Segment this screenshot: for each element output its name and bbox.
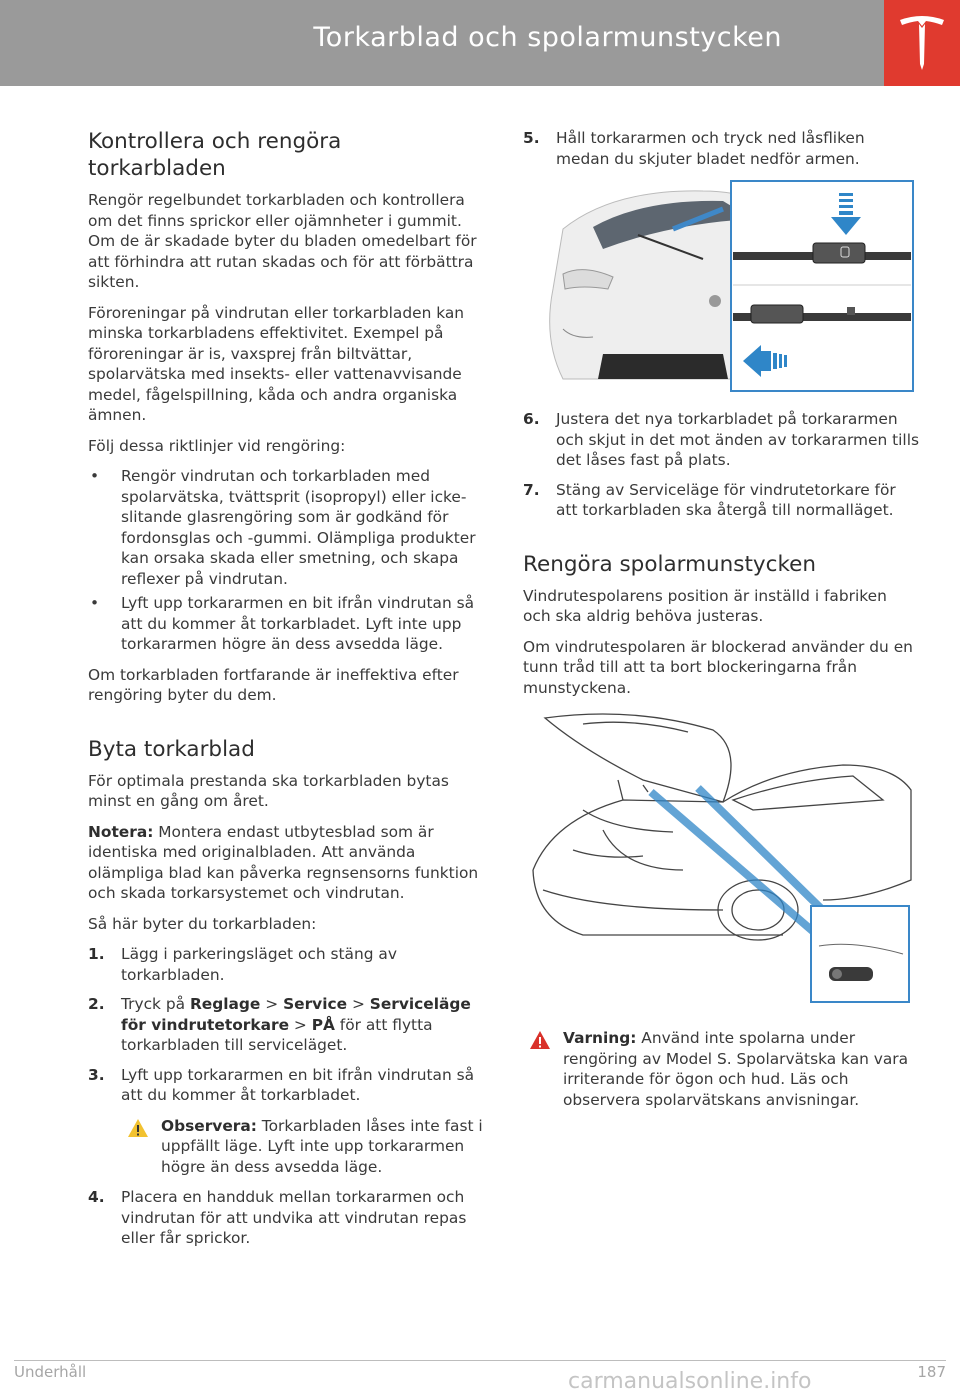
step-text: Placera en handduk mellan torkararmen och vindrutan för att undvika att vindrutan repas eller får sprickor. (121, 1188, 467, 1247)
wiper-blade-figure (523, 179, 915, 393)
page-number: 187 (917, 1363, 946, 1381)
step-text: Stäng av Serviceläge för vindrutetorkare för att torkarbladen ska återgå till normalläget. (556, 480, 896, 519)
bullet-list (88, 466, 484, 655)
step-item (88, 994, 484, 1056)
note-text: Montera endast utbytesblad som är identiska med originalbladen. Att använda olämpliga blad kan påverka regnsensorns funktion och skada torkarsystemet och vindrutan. (88, 822, 479, 902)
section-heading-replace: Byta torkarblad (88, 736, 255, 762)
caution-triangle-icon (127, 1118, 149, 1138)
section-heading-nozzles: Rengöra spolarmunstycken (523, 551, 817, 577)
washer-nozzle-figure (523, 710, 915, 1010)
list-item (88, 466, 484, 589)
left-column (88, 128, 484, 1259)
step-item (523, 480, 919, 521)
steps-list-right (523, 128, 919, 169)
path-separator: > (289, 1015, 312, 1034)
step-item (523, 128, 919, 169)
warning-callout (523, 1028, 919, 1110)
step-text-post: för att flytta torkarbladen till serviceläget. (121, 1015, 433, 1054)
brand-logo-box (884, 0, 960, 86)
paragraph: Så här byter du torkarbladen: (88, 914, 317, 933)
caution-text: Torkarbladen låses inte fast i uppfällt läge. Lyft inte upp torkararmen högre än dess avsedda läge. (161, 1116, 483, 1176)
right-column (523, 128, 919, 1120)
page-title: Torkarblad och spolarmunstycken (313, 22, 782, 53)
note-label: Notera: (88, 822, 154, 841)
step-number: 6. (523, 410, 540, 428)
step-number: 2. (88, 995, 105, 1013)
steps-list (88, 944, 484, 1106)
watermark: carmanualsonline.info (568, 1369, 812, 1394)
section-heading-inspect: Kontrollera och rengöra torkarbladen (88, 129, 342, 181)
footer-section-name: Underhåll (14, 1363, 87, 1381)
step-text: Justera det nya torkarbladet på torkararmen och skjut in det mot änden av torkararmen tills det låses fast på plats. (556, 410, 919, 469)
menu-path-wiper-service-mode: Serviceläge för vindrutetorkare (121, 995, 471, 1034)
path-separator: > (347, 995, 370, 1013)
menu-path-controls: Reglage (189, 995, 261, 1013)
paragraph: Föroreningar på vindrutan eller torkarbladen kan minska torkarbladens effektivitet. Exempel på föroreningar är is, vaxsprej från biltvättar, spolarvätska med insekts- eller vattenavvisande medel, fågelspillning, kåda och andra organiska ämnen. (88, 303, 465, 424)
paragraph: Rengör regelbundet torkarbladen och kontrollera om det finns sprickor eller ojämnheter i gummit. Om de är skadade byter du bladen omedelbart för att förhindra att rutan skadas och för att förbättra sikten. (88, 191, 477, 291)
list-item-text: Rengör vindrutan och torkarbladen med spolarvätska, tvättsprit (isopropyl) eller icke-slitande glasrengöring som är godkänd för fordonsglas och -gummi. Olämpliga produkter kan orsaka skada eller smetning, och skapa reflexer på vindrutan. (121, 467, 476, 588)
footer-divider (14, 1360, 946, 1361)
path-separator: > (260, 995, 284, 1013)
step-number: 5. (523, 129, 540, 147)
caution-callout (121, 1116, 484, 1178)
warning-triangle-icon (529, 1030, 551, 1050)
list-item-text: Lyft upp torkararmen en bit ifrån vindrutan så att du kommer åt torkarbladet. Lyft inte upp torkararmen högre än dess avsedda läge. (121, 594, 475, 653)
step-number: 7. (523, 480, 540, 499)
bullet-marker: • (90, 467, 100, 485)
step-number: 1. (88, 945, 105, 963)
paragraph: Om torkarbladen fortfarande är ineffektiva efter rengöring byter du dem. (88, 665, 459, 704)
steps-list-right-2 (523, 409, 919, 521)
step-text: Lyft upp torkararmen en bit ifrån vindrutan så att du kommer åt torkarbladet. (121, 1065, 475, 1104)
step-item (88, 1065, 484, 1106)
step-item (88, 1187, 484, 1249)
paragraph: Vindrutespolarens position är inställd i fabriken och ska aldrig behöva justeras. (523, 586, 887, 625)
menu-path-on: PÅ (311, 1015, 335, 1034)
steps-list-continued (88, 1187, 484, 1249)
header-bar (0, 0, 884, 86)
washer-nozzle-illustration (523, 710, 915, 1010)
step-number: 3. (88, 1065, 105, 1084)
step-number: 4. (88, 1188, 105, 1206)
step-text: Håll torkararmen och tryck ned låsfliken medan du skjuter bladet nedför armen. (556, 129, 865, 168)
warning-label: Varning: (563, 1029, 637, 1047)
menu-path-service: Service (283, 995, 348, 1013)
step-item (88, 944, 484, 985)
step-text-pre: Tryck på (121, 995, 190, 1013)
bullet-marker: • (90, 594, 100, 612)
paragraph: För optimala prestanda ska torkarbladen bytas minst en gång om året. (88, 771, 449, 810)
tesla-logo-icon (898, 14, 946, 72)
note-paragraph (88, 822, 484, 904)
list-item (88, 593, 484, 655)
caution-label: Observera: (161, 1116, 257, 1135)
step-text: Lägg i parkeringsläget och stäng av torkarbladen. (121, 945, 397, 984)
warning-text: Använd inte spolarna under rengöring av Model S. Spolarvätska kan vara irriterande för ögon och hud. Läs och observera spolarvätskans anvisningar. (563, 1029, 909, 1109)
step-item (523, 409, 919, 471)
paragraph: Om vindrutespolaren är blockerad använder du en tunn tråd till att ta bort blockeringarna från munstyckena. (523, 637, 913, 697)
wiper-blade-illustration (523, 179, 915, 393)
paragraph: Följ dessa riktlinjer vid rengöring: (88, 436, 346, 455)
